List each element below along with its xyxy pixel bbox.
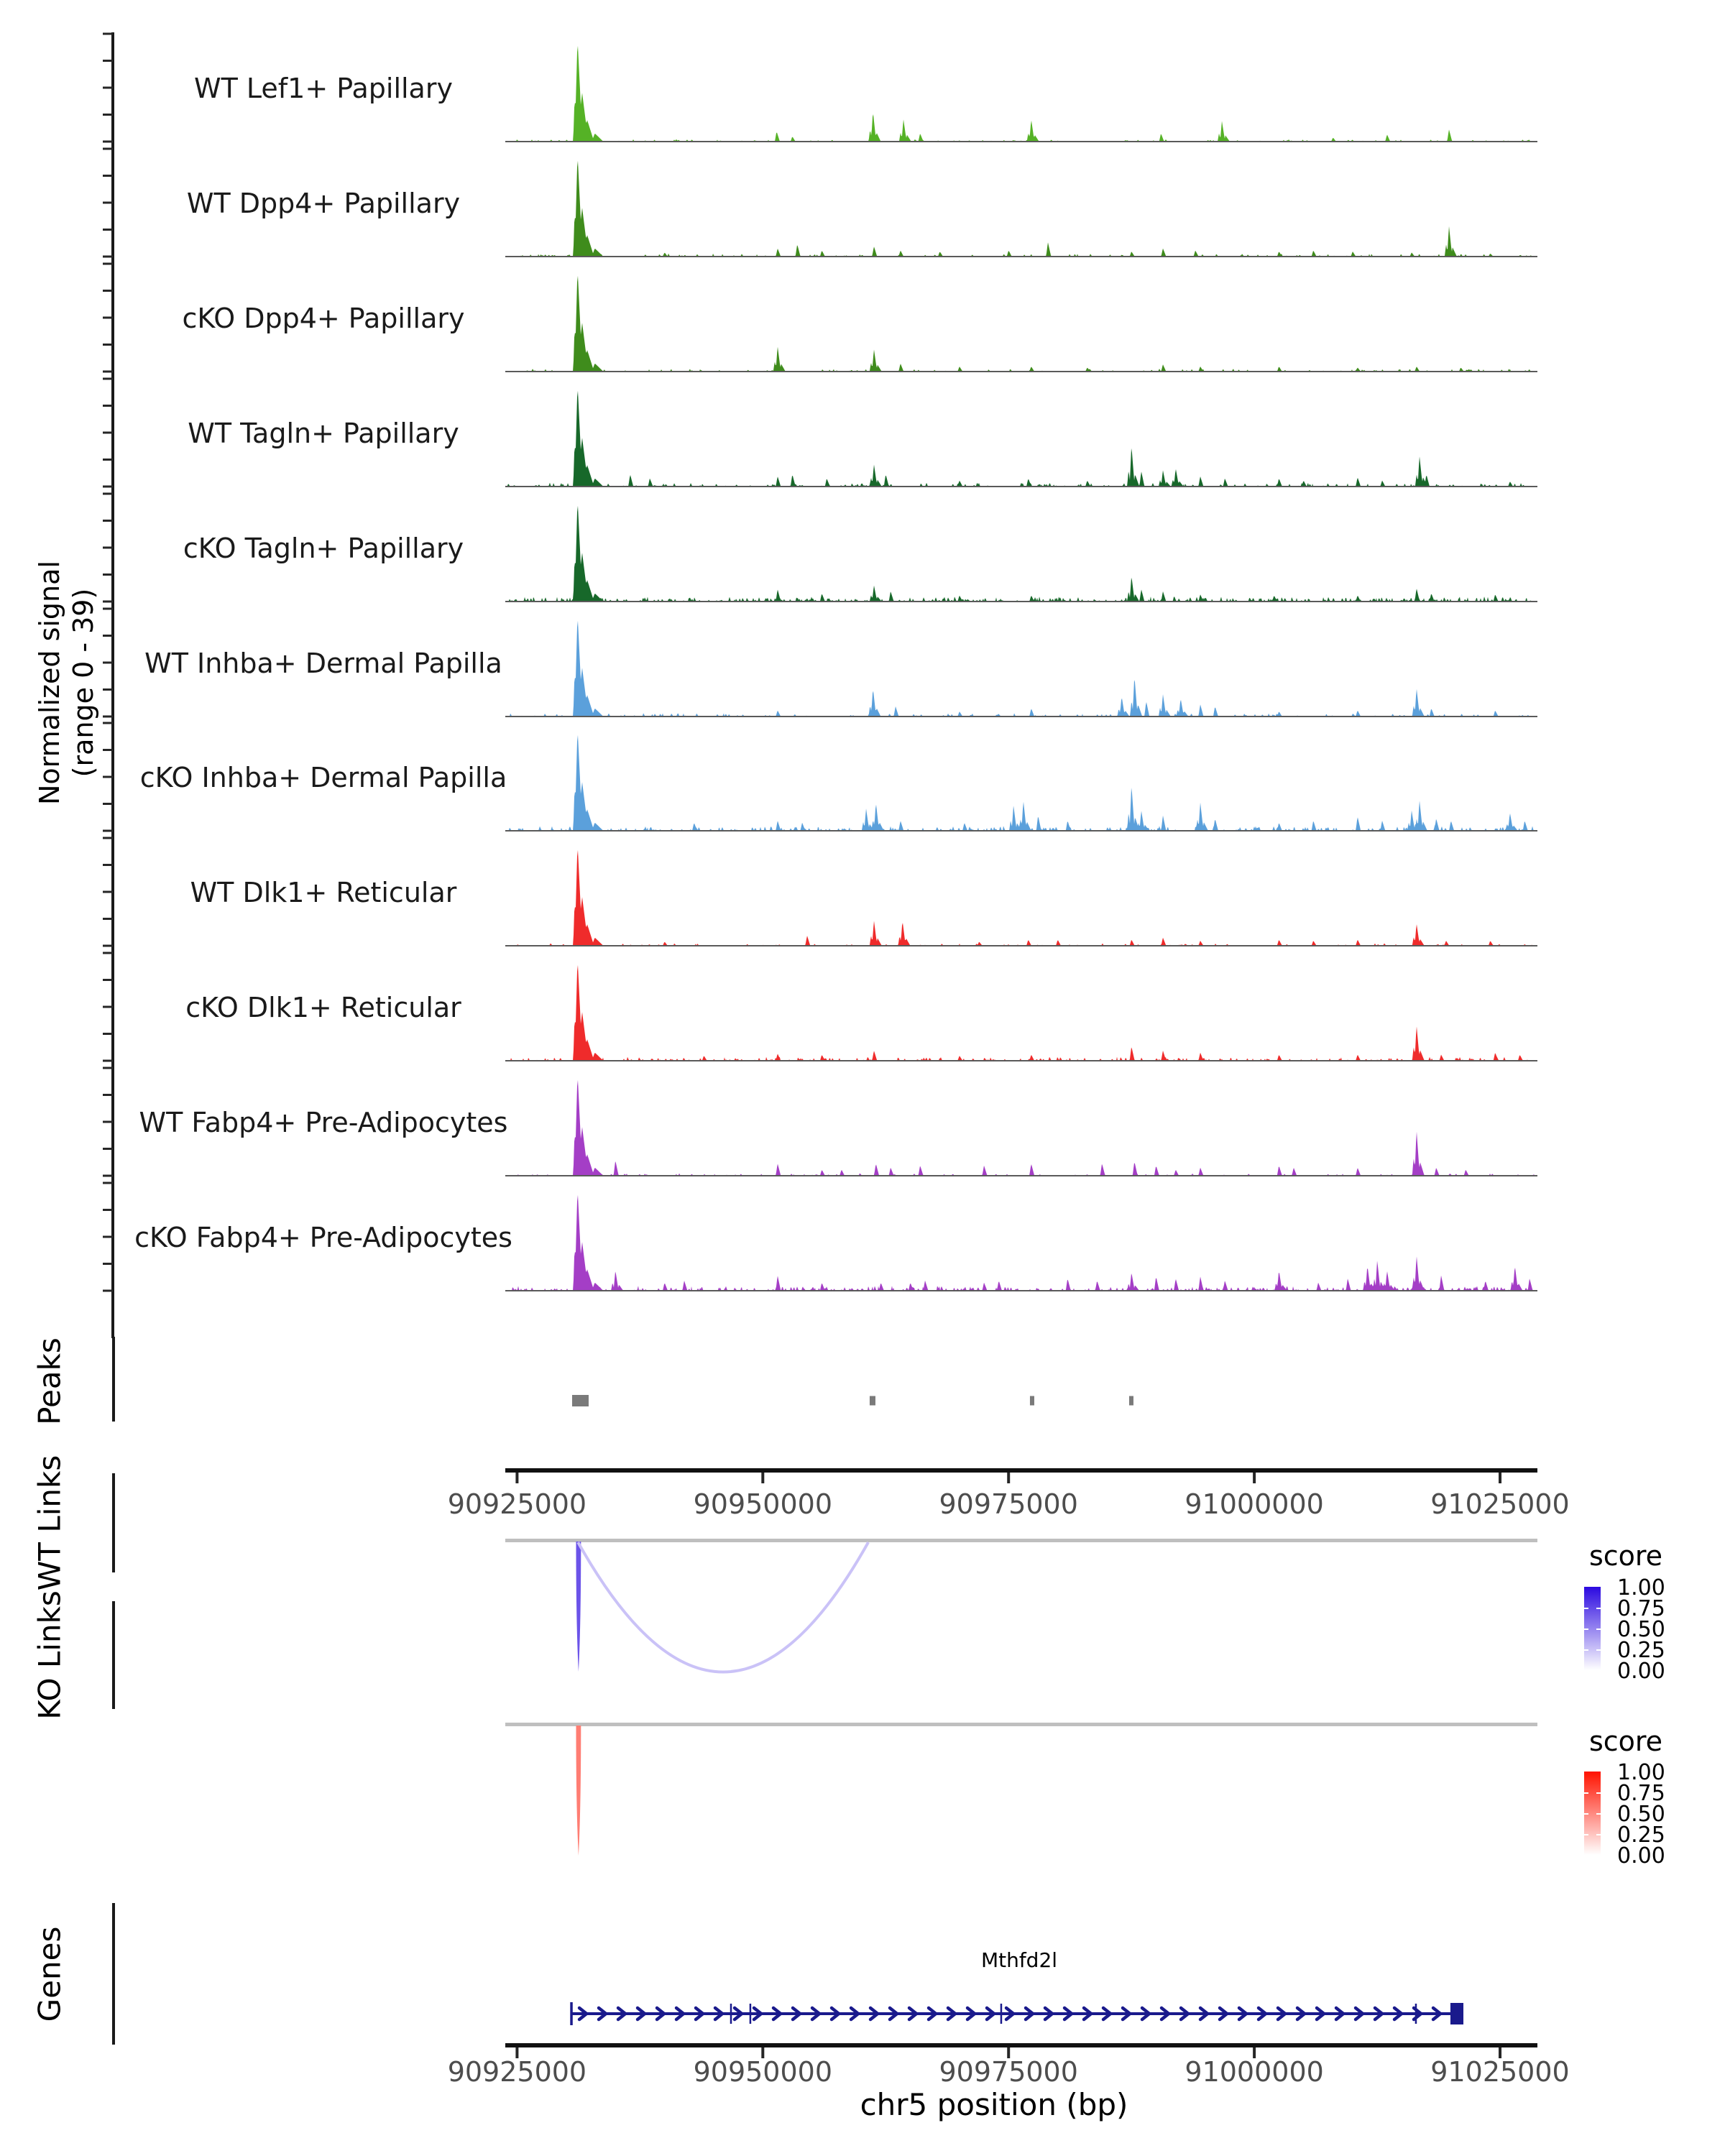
peak-region-4 <box>1129 1396 1133 1406</box>
y-axis-label <box>33 561 101 805</box>
gene-axis-tick-label-4: 91000000 <box>1184 2056 1324 2088</box>
ko-links-legend-label-2: 0.75 <box>1617 1781 1665 1806</box>
track-label-1: WT Lef1+ Papillary <box>194 73 453 104</box>
signal-track-7 <box>505 735 1537 831</box>
peaks-section-label: Peaks <box>32 1337 68 1425</box>
signal-track-8 <box>505 850 1537 946</box>
peak-region-1 <box>572 1395 589 1406</box>
genome-axis-line <box>505 1468 1537 1473</box>
wt-links-section-label: WT Links <box>32 1455 68 1591</box>
track-label-7: cKO Inhba+ Dermal Papilla <box>139 762 507 793</box>
wt-links-baseline <box>505 1539 1537 1542</box>
genome-axis-tick-label-1: 90925000 <box>447 1488 587 1520</box>
y-axis-label-line2: (range 0 - 39) <box>68 588 99 778</box>
genome-axis-tick-label-2: 90950000 <box>693 1488 833 1520</box>
signal-track-11 <box>505 1195 1537 1291</box>
ko-links-legend-label-1: 1.00 <box>1617 1760 1665 1785</box>
gene-end-exon <box>1450 2003 1463 2024</box>
wt-links-legend-tick <box>1584 1628 1588 1630</box>
ko-links-legend-tick <box>1596 1834 1601 1835</box>
y-axis-label-line1: Normalized signal <box>34 561 65 805</box>
track-label-2: WT Dpp4+ Papillary <box>186 188 461 219</box>
x-axis-title: chr5 position (bp) <box>860 2087 1128 2122</box>
signal-track-9 <box>505 965 1537 1061</box>
gene-name-label: Mthfd2l <box>980 1948 1058 1972</box>
ko-links-legend-label-5: 0.00 <box>1617 1843 1665 1869</box>
gene-axis-tick-label-5: 91025000 <box>1430 2056 1570 2088</box>
ko-links-legend-tick <box>1584 1813 1588 1815</box>
gene-axis-tick-label-2: 90950000 <box>693 2056 833 2088</box>
track-label-4: WT Tagln+ Papillary <box>188 418 459 449</box>
wt-links-link-1 <box>576 1542 581 1672</box>
track-label-9: cKO Dlk1+ Reticular <box>185 992 461 1023</box>
ko-links-legend-tick <box>1596 1813 1601 1815</box>
track-label-11: cKO Fabp4+ Pre-Adipocytes <box>134 1222 512 1253</box>
signal-track-10 <box>505 1080 1537 1176</box>
signal-track-4 <box>505 391 1537 487</box>
gene-axis-line <box>505 2043 1537 2047</box>
signal-track-5 <box>505 506 1537 602</box>
wt-links-legend-tick <box>1584 1608 1588 1609</box>
wt-links-legend-title: score <box>1588 1540 1663 1572</box>
ko-links-link-1 <box>576 1726 581 1856</box>
wt-links-legend-tick <box>1596 1608 1601 1609</box>
gene-axis-tick-label-3: 90975000 <box>939 2056 1078 2088</box>
track-label-8: WT Dlk1+ Reticular <box>190 877 457 908</box>
ko-links-baseline <box>505 1723 1537 1726</box>
signal-track-1 <box>505 46 1537 142</box>
ko-links-legend-tick <box>1596 1792 1601 1794</box>
genome-axis-tick-label-5: 91025000 <box>1430 1488 1570 1520</box>
wt-links-legend-label-3: 0.50 <box>1617 1617 1665 1642</box>
wt-links-legend-tick <box>1584 1649 1588 1651</box>
signal-track-6 <box>505 621 1537 717</box>
ko-links-legend-tick <box>1584 1792 1588 1794</box>
peak-region-3 <box>1030 1396 1034 1406</box>
genome-axis-tick-label-4: 91000000 <box>1184 1488 1324 1520</box>
ko-links-legend-title: score <box>1588 1726 1663 1757</box>
ko-links-legend-tick <box>1584 1834 1588 1835</box>
track-label-6: WT Inhba+ Dermal Papilla <box>144 648 502 679</box>
wt-links-legend-label-4: 0.25 <box>1617 1638 1665 1663</box>
ko-links-section-label: KO Links <box>32 1590 68 1720</box>
signal-track-2 <box>505 161 1537 257</box>
wt-links-legend-label-5: 0.00 <box>1617 1659 1665 1684</box>
gene-axis-tick-label-1: 90925000 <box>447 2056 587 2088</box>
peak-region-2 <box>870 1396 875 1406</box>
signal-track-3 <box>505 276 1537 372</box>
track-label-3: cKO Dpp4+ Papillary <box>182 303 465 334</box>
wt-links-legend-label-1: 1.00 <box>1617 1575 1665 1600</box>
wt-links-legend-tick <box>1596 1649 1601 1651</box>
ko-links-legend-label-4: 0.25 <box>1617 1823 1665 1848</box>
track-label-5: cKO Tagln+ Papillary <box>183 533 464 564</box>
genes-section-label: Genes <box>32 1926 68 2022</box>
ko-links-legend-label-3: 0.50 <box>1617 1802 1665 1827</box>
wt-links-link-2 <box>578 1542 868 1672</box>
track-label-10: WT Fabp4+ Pre-Adipocytes <box>139 1107 508 1138</box>
genome-axis-tick-label-3: 90975000 <box>939 1488 1078 1520</box>
wt-links-legend-label-2: 0.75 <box>1617 1596 1665 1621</box>
wt-links-legend-tick <box>1596 1628 1601 1630</box>
